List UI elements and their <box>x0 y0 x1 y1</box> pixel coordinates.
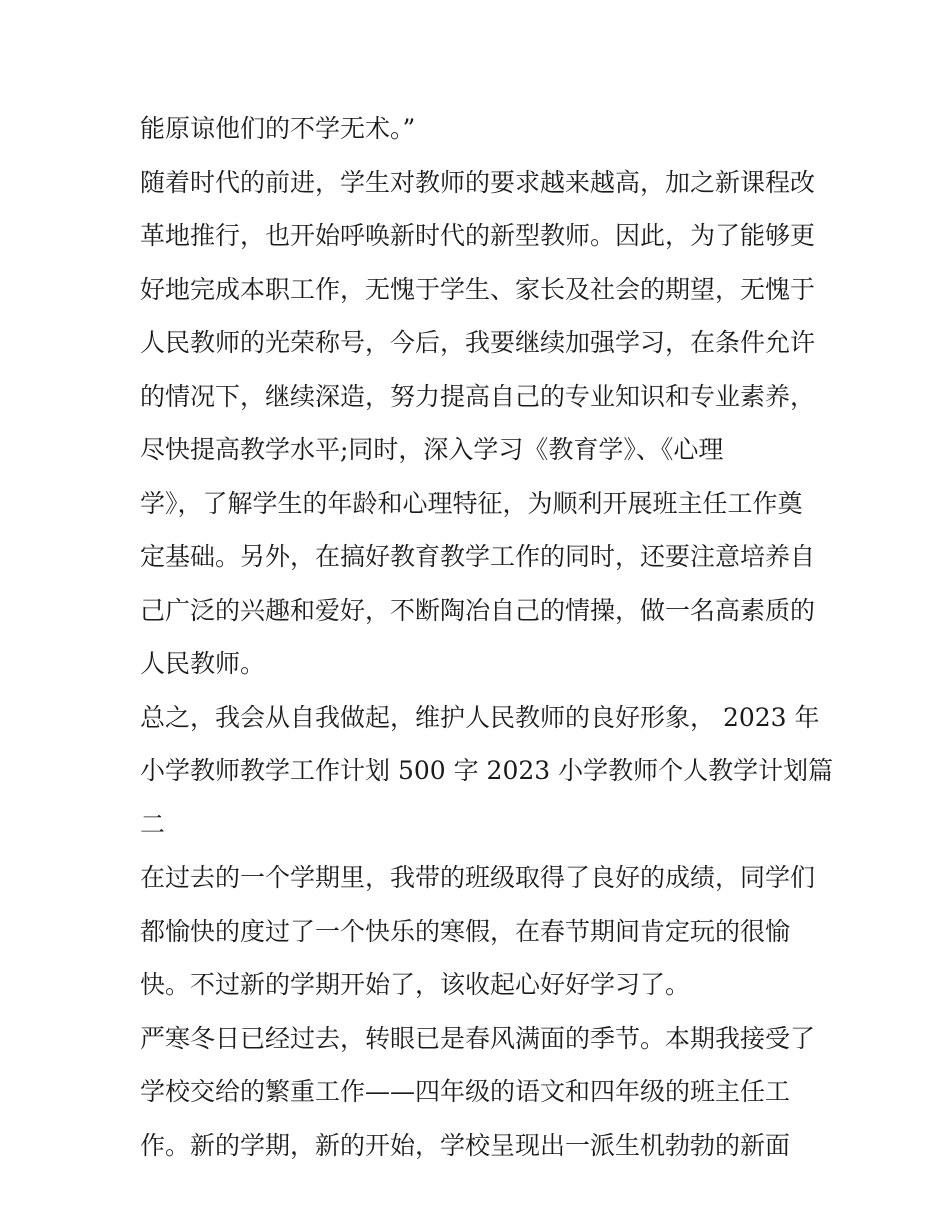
text-line: 学》，了解学生的年龄和心理特征，为顺利开展班主任工作奠 <box>140 488 803 518</box>
text-line: 随着时代的前进，学生对教师的要求越来越高，加之新课程改 <box>140 167 816 197</box>
text-line: 的情况下，继续深造，努力提高自己的专业知识和专业素养， <box>140 381 816 411</box>
text-line: 在过去的一个学期里，我带的班级取得了良好的成绩，同学们 <box>140 863 816 892</box>
text-line: 革地推行，也开始呼唤新时代的新型教师。因此，为了能够更 <box>140 221 816 250</box>
text-line: 快。不过新的学期开始了，该收起心好好学习了。 <box>140 970 691 999</box>
text-line: 都愉快的度过了一个快乐的寒假，在春节期间肯定玩的很愉 <box>140 916 791 946</box>
text-line: 人民教师的光荣称号，今后，我要继续加强学习，在条件允许 <box>140 328 816 357</box>
text-line: 定基础。另外，在搞好教育教学工作的同时，还要注意培养自 <box>140 542 816 571</box>
text-line: 尽快提高教学水平;同时，深入学习《教育学》、《心理 <box>140 435 724 464</box>
text-line: 学校交给的繁重工作——四年级的语文和四年级的班主任工 <box>140 1077 791 1106</box>
text-line: 严寒冬日已经过去，转眼已是春风满面的季节。本期我接受了 <box>140 1023 816 1053</box>
document-body <box>140 102 834 1172</box>
text-line: 己广泛的兴趣和爱好，不断陶冶自己的情操，做一名高素质的 <box>140 595 816 625</box>
text-line: 人民教师。 <box>140 649 266 678</box>
text-line: 总之，我会从自我做起，维护人民教师的良好形象， 2023 年 <box>140 702 820 732</box>
text-line: 好地完成本职工作，无愧于学生、家长及社会的期望，无愧于 <box>140 274 816 304</box>
text-line: 能原谅他们的不学无术。” <box>140 114 416 143</box>
text-line: 二 <box>140 809 166 839</box>
text-line: 小学教师教学工作计划 500 字 2023 小学教师个人教学计划篇 <box>140 756 834 785</box>
text-line: 作。新的学期，新的开始，学校呈现出一派生机勃勃的新面 <box>140 1130 791 1160</box>
